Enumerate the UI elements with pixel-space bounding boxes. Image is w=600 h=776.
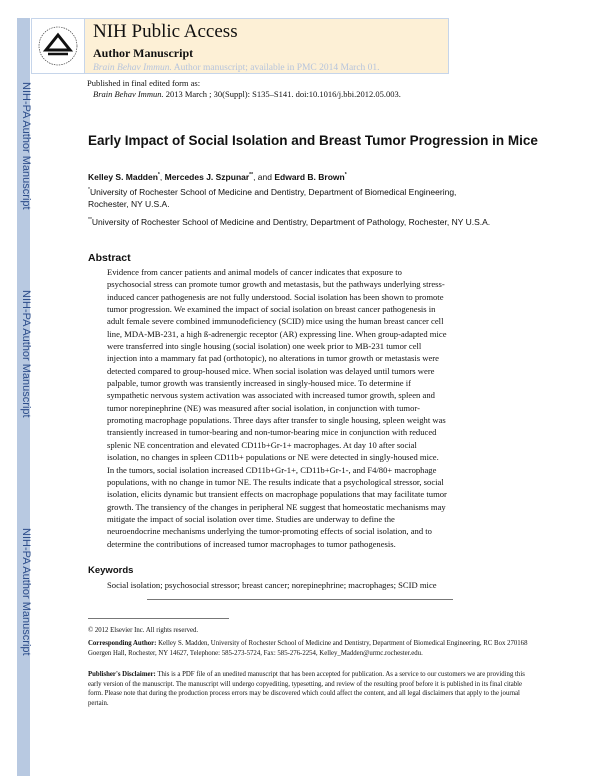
published-citation: 2013 March ; 30(Suppl): S135–S141. doi:10.1016/j.bbi.2012.05.003.: [165, 89, 401, 99]
abstract-line: psychosocial stress can promote tumor growth and metastasis, but the pathways underlying stress-: [107, 279, 445, 290]
abstract-line: splenic NE concentration and elevated CD11b+Gr-1+ macrophages. At day 10 after social: [107, 439, 417, 450]
header-availability: [93, 63, 380, 73]
journal-name: Brain Behav Immun.: [93, 63, 172, 73]
keywords-text: Social isolation; psychosocial stressor; breast cancer; norepinephrine; macrophages; SCID mice: [107, 580, 437, 590]
abstract-body: [107, 266, 547, 550]
affiliation: [88, 214, 528, 228]
published-journal: Brain Behav Immun.: [93, 89, 164, 99]
published-info: [87, 78, 401, 100]
article-title: Early Impact of Social Isolation and Breast Tumor Progression in Mice: [88, 133, 538, 148]
published-label: Published in final edited form as:: [87, 78, 201, 88]
nih-header: [31, 18, 449, 74]
author-mark: **: [249, 172, 254, 179]
abstract-line: Evidence from cancer patients and animal models of cancer indicates that exposure to: [107, 267, 402, 277]
abstract-line: sympathetic nervous system activation was associated with increased tumor growth, spleen and: [107, 390, 435, 401]
abstract-line: tumor norepinephrine (NE) was measured after social isolation, in conjunction with tumor-: [107, 402, 420, 413]
header-subtitle: Author Manuscript: [93, 46, 194, 60]
abstract-line: isolation, elicits dynamic but transient effects on macrophage populations that may facilitate tumor: [107, 489, 447, 500]
abstract-line: mitigate the impact of social isolation over time. Studies are underway to define the: [107, 513, 395, 524]
affiliation: [88, 184, 488, 210]
aff-mark: *: [88, 187, 90, 193]
corresponding-text: Kelley S. Madden, University of Rochester School of Medicine and Dentistry, Department of Biomedical Engineering, RC Box 270168 Goergen Hall, Rochester, NY 14627, Telephone: 585-273-5724, Fax: 585-276-2254, Kelley_Madden@urmc.rochester.edu.: [88, 640, 528, 657]
disclaimer-label: Publisher's Disclaimer:: [88, 671, 156, 678]
aff-text: University of Rochester School of Medicine and Dentistry, Department of Biomedical Engineering, Rochester, NY U.S.A.: [88, 186, 457, 209]
corresponding-label: Corresponding Author:: [88, 640, 157, 647]
aff-mark: **: [88, 217, 92, 223]
header-title: NIH Public Access: [93, 21, 238, 42]
abstract-line: adult female severe combined immunodeficiency (SCID) mice using the human breast cancer cell: [107, 316, 444, 327]
author-mark: *: [344, 172, 347, 179]
keywords-heading: Keywords: [88, 565, 134, 576]
abstract-line: tumor progression. We examined the impact of social isolation on breast cancer pathogenesis in: [107, 304, 436, 315]
abstract-line: In the tumors, social isolation increased CD11b+Gr-1+, CD11b+Gr-1-, and F4/80+ macrophage: [107, 464, 437, 475]
abstract-line: populations, with no change in tumor NE. The results indicate that a psychological stressor, social: [107, 476, 444, 487]
sidebar-label: NIH-PA Author Manuscript: [20, 290, 32, 418]
disclaimer-text: This is a PDF file of an unedited manuscript that has been accepted for publication. As a service to our customers we are providing this early version of the manuscript. The manuscript will undergo copyediting, typesetting, and review of the resulting proof before it is published in its final citable form. Please note that during the production process errors may be discovered which could affect the content, and all legal disclaimers that apply to the journal pertain.: [88, 671, 525, 707]
abstract-heading: Abstract: [88, 252, 131, 264]
availability-text: Author manuscript; available in PMC 2014 March 01.: [173, 63, 380, 73]
abstract-line: induced cancer pathogenesis are not fully understood. Social isolation has been shown to promote: [107, 291, 444, 302]
authors-and: , and: [253, 172, 275, 182]
corresponding-author: [88, 639, 528, 658]
author-mark: *: [157, 172, 160, 179]
abstract-line: detected compared to group-housed mice. When social isolation was delayed until tumors were: [107, 365, 435, 376]
author-list: Kelley S. Madden*, Mercedes J. Szpunar**, and Edward B. Brown*: [88, 172, 347, 182]
abstract-line: isolation, no changes in spleen CD11b+ populations or NE were detected in singly-housed mice.: [107, 452, 439, 463]
sidebar-label: NIH-PA Author Manuscript: [20, 82, 32, 210]
abstract-line: palpable, tumor growth was transiently increased in singly-housed mice. To determine if: [107, 378, 411, 389]
sidebar-label: NIH-PA Author Manuscript: [20, 528, 32, 656]
author-name: Kelley S. Madden: [88, 172, 158, 182]
author-name: Edward B. Brown: [274, 172, 345, 182]
divider: [147, 599, 453, 600]
aff-text: University of Rochester School of Medicine and Dentistry, Department of Pathology, Rochester, NY U.S.A.: [91, 216, 491, 227]
abstract-line: growth. The transiency of the changes in peripheral NE suggest that homeostatic mechanisms may: [107, 501, 446, 512]
abstract-line: transiently increased in tumor-bearing and non-tumor-bearing mice in conjunction with reduced: [107, 427, 437, 438]
abstract-line: line, MDA-MB-231, a high ß-adrenergic receptor (AR) expressing line. When group-adapted mice: [107, 328, 447, 339]
abstract-line: neuroendocrine mechanisms underlying the tumor-promoting effects of social isolation, and to: [107, 526, 432, 537]
nih-seal-icon: [32, 19, 84, 73]
abstract-line: determine the contributions of increased tumor macrophages to tumor pathogenesis.: [107, 538, 396, 549]
footnote-rule: [88, 618, 229, 619]
publisher-disclaimer: [88, 670, 528, 708]
author-name: Mercedes J. Szpunar: [164, 172, 250, 182]
abstract-line: injection into a mammary fat pad (orthotopic), no alterations in tumor growth or metastasis were: [107, 353, 439, 364]
abstract-line: promoting macrophage populations. Three days after transfer to single housing, spleen weight was: [107, 415, 446, 426]
nih-logo: [32, 19, 85, 73]
abstract-line: were transferred into single housing (social isolation) one week prior to MB-231 tumor cell: [107, 341, 422, 352]
copyright: © 2012 Elsevier Inc. All rights reserved.: [88, 627, 199, 634]
